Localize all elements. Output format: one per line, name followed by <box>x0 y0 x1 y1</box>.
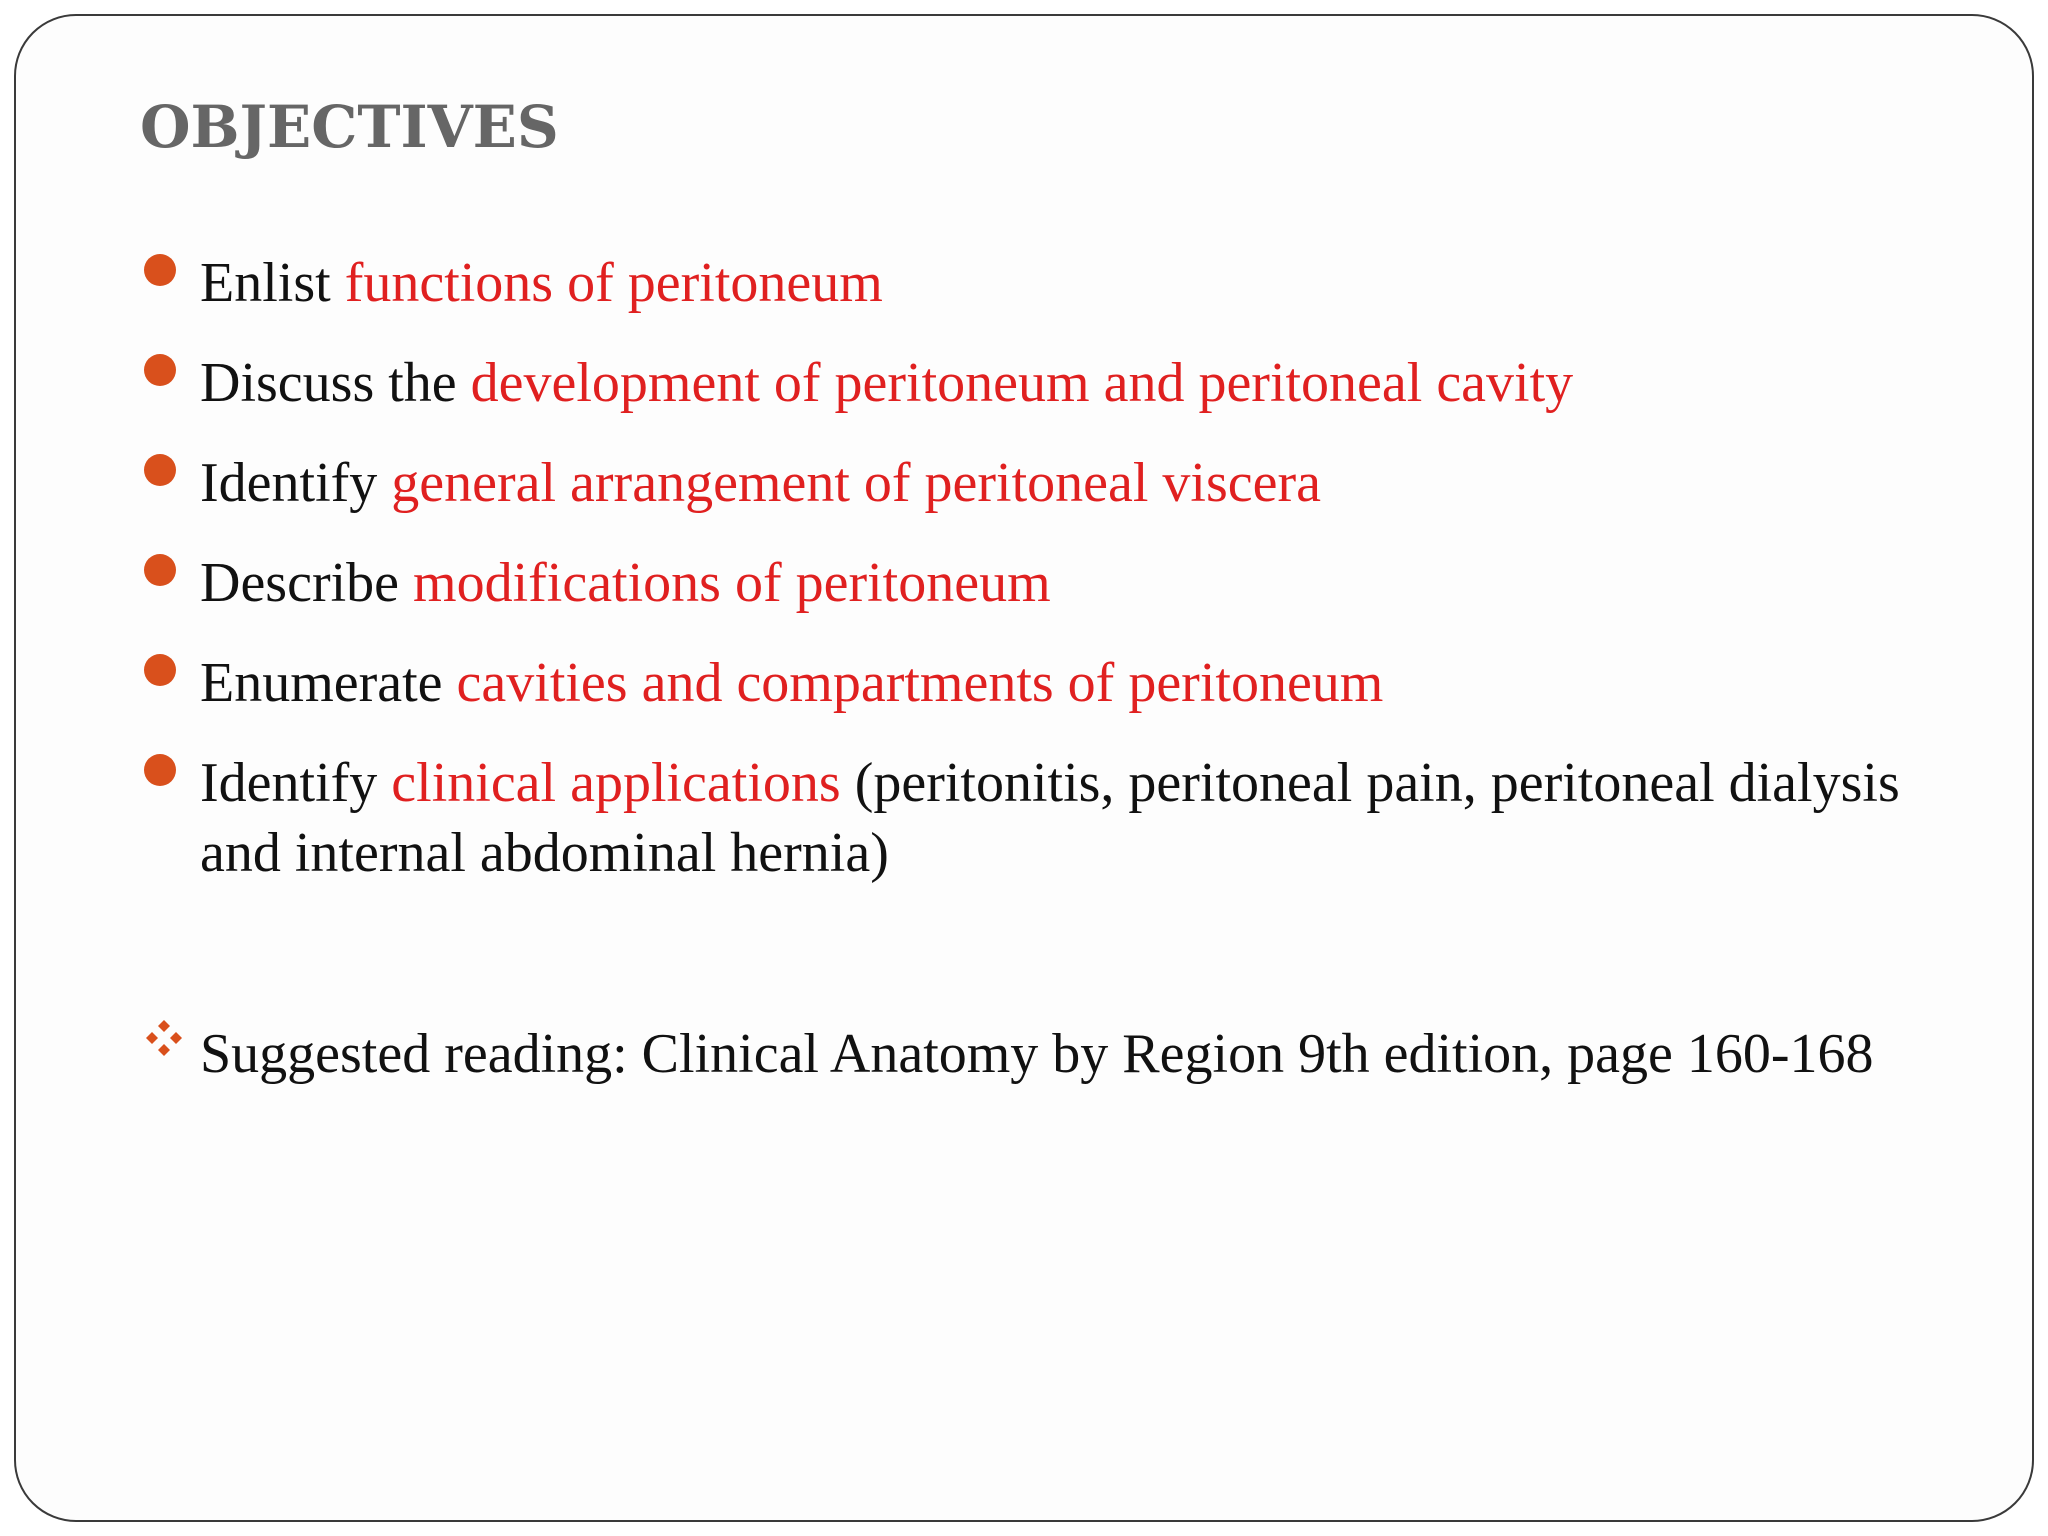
circle-bullet-icon <box>144 354 176 386</box>
objective-rest: (peritonitis, peritoneal pain, peritoneal dialysis and internal abdominal hernia) <box>200 752 1900 884</box>
objective-highlight: cavities and compartments of peritoneum <box>456 652 1384 714</box>
objective-verb: Enumerate <box>200 652 457 714</box>
objective-highlight: modifications of peritoneum <box>413 552 1051 614</box>
reading-text: Suggested reading: Clinical Anatomy by Region 9th edition, page 160-168 <box>200 1023 1874 1085</box>
objective-item <box>144 348 1964 418</box>
objective-item <box>144 248 1964 318</box>
objective-verb: Discuss the <box>200 352 471 414</box>
objective-highlight: functions of peritoneum <box>344 252 883 314</box>
circle-bullet-icon <box>144 254 176 286</box>
circle-bullet-icon <box>144 754 176 786</box>
suggested-reading <box>144 1014 1964 1094</box>
objective-item <box>144 448 1964 518</box>
objective-highlight: clinical applications <box>391 752 841 814</box>
slide <box>14 14 2034 1522</box>
objective-item <box>144 548 1964 618</box>
circle-bullet-icon <box>144 654 176 686</box>
objective-highlight: development of peritoneum and peritoneal cavity <box>470 352 1574 414</box>
objective-highlight: general arrangement of peritoneal viscera <box>391 452 1321 514</box>
circle-bullet-icon <box>144 554 176 586</box>
objectives-list <box>144 248 1964 918</box>
circle-bullet-icon <box>144 454 176 486</box>
objective-item <box>144 748 1964 888</box>
objective-verb: Identify <box>200 752 392 814</box>
objective-verb: Describe <box>200 552 414 614</box>
slide-title: OBJECTIVES <box>140 93 559 161</box>
objective-item <box>144 648 1964 718</box>
objective-verb: Enlist <box>200 252 345 314</box>
four-diamond-bullet-icon <box>144 1018 184 1058</box>
objective-verb: Identify <box>200 452 392 514</box>
